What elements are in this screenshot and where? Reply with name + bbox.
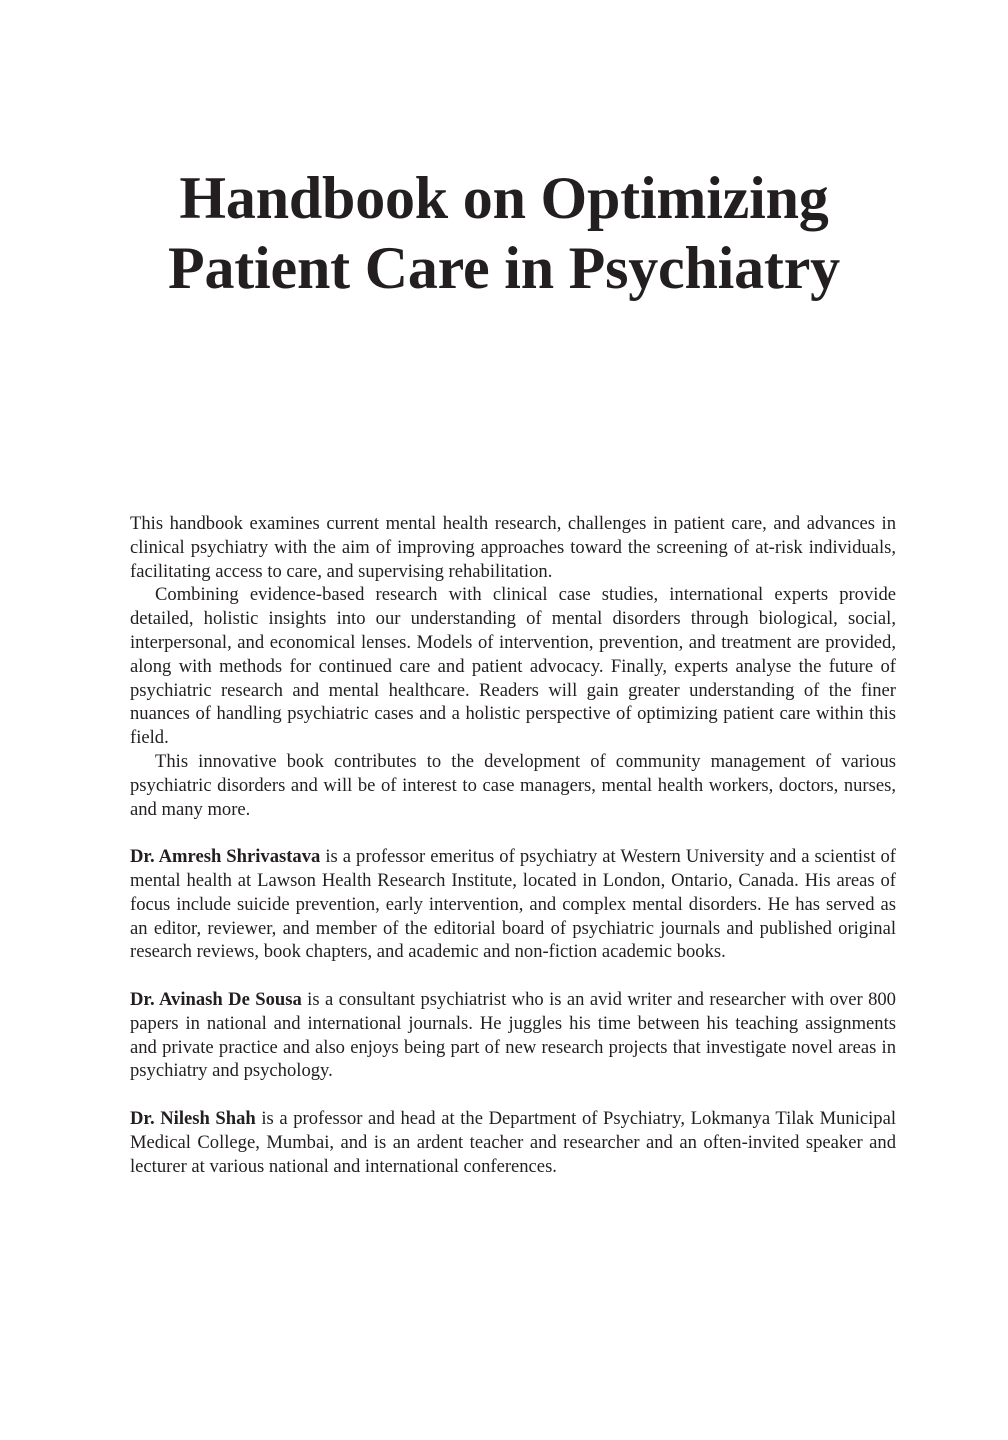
author-name: Dr. Avinash De Sousa — [130, 988, 302, 1010]
author-bio-shrivastava — [130, 845, 896, 964]
description-paragraph-1: This handbook examines current mental health research, challenges in patient care, and advances in clinical psychiatry with the aim of improving approaches toward the screening of at-risk individuals, facilitating access to care, and supervising rehabilitation. — [130, 513, 896, 582]
author-bio-shah — [130, 1107, 896, 1178]
description-paragraph-3: This innovative book contributes to the development of community management of various psychiatric disorders and will be of interest to case managers, mental health workers, doctors, nurses, and many more. — [130, 750, 896, 820]
author-bio-text: is a professor and head at the Department of Psychiatry, Lokmanya Tilak Municipal Medical College, Mumbai, and is an ardent teacher and researcher and an often-invited speaker and lecturer at various national and international conferences. — [130, 1107, 897, 1177]
book-title-line-1: Handbook on Optimizing — [179, 165, 829, 231]
author-bio-text: is a consultant psychiatrist who is an avid writer and researcher with over 800 papers in national and international journals. He juggles his time between his teaching assignments and private practice and also enjoys being part of new research projects that investigate novel areas in psychiatry and psychology. — [130, 988, 896, 1082]
book-title — [0, 163, 1008, 303]
description-paragraph-2: Combining evidence-based research with clinical case studies, international experts provide detailed, holistic insights into our understanding of mental disorders through biological, social, interpersonal, and economical lenses. Models of intervention, prevention, and treatment are provided, along with methods for continued care and patient advocacy. Finally, experts analyse the future of psychiatric research and mental healthcare. Readers will gain greater understanding of the finer nuances of handling psychiatric cases and a holistic perspective of optimizing patient care within this field. — [130, 584, 896, 749]
book-description — [130, 512, 896, 1178]
author-bio-text: is a professor emeritus of psychiatry at Western University and a scientist of mental health at Lawson Health Research Institute, located in London, Ontario, Canada. His areas of focus include suicide prevention, early intervention, and complex mental disorders. He has served as an editor, reviewer, and member of the editorial board of psychiatric journals and published original research reviews, book chapters, and academic and non-fiction academic books. — [130, 846, 896, 963]
author-bio-de-sousa — [130, 988, 896, 1083]
book-title-line-2: Patient Care in Psychiatry — [168, 235, 840, 301]
author-name: Dr. Amresh Shrivastava — [130, 846, 321, 868]
author-name: Dr. Nilesh Shah — [130, 1107, 256, 1129]
